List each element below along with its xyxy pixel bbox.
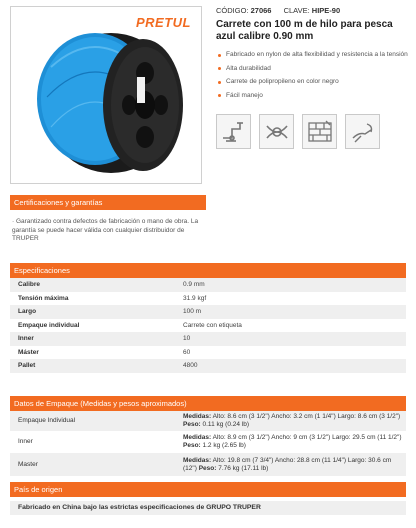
table-row (10, 431, 406, 453)
specifications-header: Especificaciones (10, 263, 406, 278)
usage-icons (216, 114, 380, 149)
knot-icon (259, 114, 294, 149)
key-label: CLAVE: (283, 6, 310, 15)
product-key: HIPE-90 (311, 6, 341, 15)
table-row (10, 278, 406, 292)
spec-value: 100 m (175, 305, 406, 319)
measures-value: Alto: 8.6 cm (3 1/2") Ancho: 3.2 cm (1 1/4") Largo: 8.6 cm (3 1/2") (212, 413, 401, 420)
brand-logo: PRETUL (136, 15, 191, 30)
origin-header: País de origen (10, 482, 406, 497)
table-row (10, 305, 406, 319)
weight-value: 1.2 kg (2.65 lb) (202, 442, 246, 449)
table-row (10, 292, 406, 306)
spec-label: Pallet (10, 359, 175, 373)
spec-value: 60 (183, 348, 191, 356)
weight-value: 0.11 kg (0.24 lb) (202, 421, 250, 428)
packaging-label: Master (10, 453, 175, 476)
spec-label: Largo (10, 305, 175, 319)
weight-label: Peso: (183, 442, 201, 449)
measures-value: Alto: 8.9 cm (3 1/2") Ancho: 9 cm (3 1/2") Largo: 29.5 cm (11 1/2") (212, 434, 402, 441)
table-row (10, 332, 406, 346)
spec-value: 4800 (175, 359, 406, 373)
certifications-header: Certificaciones y garantías (10, 195, 206, 210)
weight-value: 7.76 kg (17.11 lb) (218, 464, 269, 472)
spec-value: Carrete con etiqueta (183, 321, 242, 329)
spec-label: Inner (10, 332, 175, 346)
table-row (10, 319, 406, 333)
feature-item: Fácil manejo (216, 92, 412, 101)
table-row (10, 346, 406, 360)
feature-item: Carrete de polipropileno en color negro (216, 78, 412, 87)
measures-label: Medidas: (183, 434, 212, 441)
spec-label: Empaque individual (18, 321, 80, 329)
packaging-table (10, 411, 406, 476)
spec-label: Tensión máxima (18, 294, 69, 302)
product-title: Carrete con 100 m de hilo para pesca azul calibre 0.90 mm (216, 19, 393, 42)
table-row (10, 359, 406, 373)
measures-label: Medidas: (183, 413, 212, 420)
product-info (216, 6, 412, 105)
measures-label: Medidas: (183, 456, 212, 464)
packaging-header: Datos de Empaque (Medidas y pesos aproximados) (10, 396, 406, 411)
product-code: 27066 (250, 6, 272, 15)
fishing-line-spool-image (11, 7, 202, 184)
product-image (10, 6, 202, 184)
brick-wall-icon (302, 114, 337, 149)
weight-label: Peso: (183, 421, 201, 428)
feature-item: Fabricado en nylon de alta flexibilidad y resistencia a la tensión (216, 51, 412, 60)
feature-item: Alta durabilidad (216, 65, 412, 74)
specifications-table (10, 278, 406, 373)
packaging-label: Inner (18, 438, 33, 445)
origin-text: Fabricado en China bajo las estrictas especificaciones de GRUPO TRUPER (10, 501, 406, 515)
spec-label: Máster (18, 348, 39, 356)
packaging-value (175, 431, 406, 453)
plumbing-icon (216, 114, 251, 149)
packaging-value (175, 453, 406, 476)
feature-list (216, 51, 412, 100)
certifications-text: · Garantizado contra defectos de fabricación o mano de obra. La garantía se puede hacer válida con cualquier distribuidor de TRUPER (12, 218, 199, 242)
table-row (10, 411, 406, 431)
product-codes (216, 6, 412, 15)
spec-value: 10 (175, 332, 406, 346)
hand-tool-icon (345, 114, 380, 149)
spec-value: 0.9 mm (175, 278, 406, 292)
measures-value: Alto: 19.8 cm (7 3/4") Ancho: 28.8 cm (11 1/4") Largo: 30.6 cm (12") (183, 456, 392, 472)
spec-value: 31.9 kgf (183, 294, 207, 302)
packaging-value (175, 411, 406, 431)
weight-label: Peso: (198, 464, 217, 472)
spec-label: Calibre (10, 278, 175, 292)
code-label: CÓDIGO: (216, 6, 249, 15)
packaging-label: Empaque Individual (10, 411, 175, 431)
table-row (10, 453, 406, 476)
